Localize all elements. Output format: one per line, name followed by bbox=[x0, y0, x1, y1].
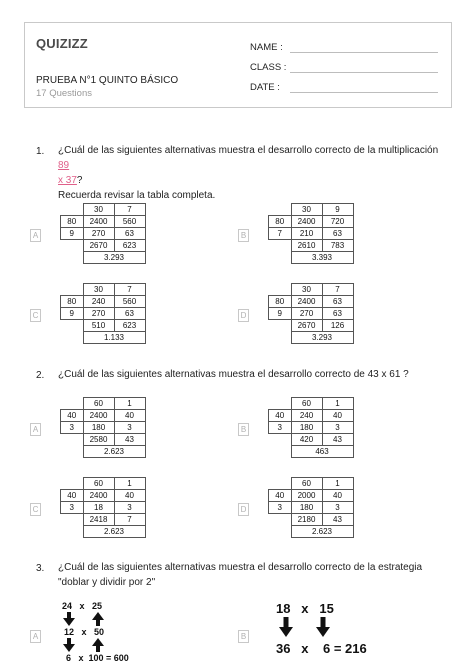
question-number: 3. bbox=[36, 563, 45, 574]
table-cell: 240 bbox=[291, 410, 322, 422]
option-b-table bbox=[268, 203, 354, 264]
option-c-table bbox=[60, 477, 146, 538]
table-cell: 30 bbox=[83, 204, 114, 216]
question-text bbox=[58, 143, 450, 203]
quizizz-logo: QUIZIZZ bbox=[36, 36, 88, 51]
table-cell: 63 bbox=[322, 308, 353, 320]
table-cell: 80 bbox=[269, 296, 292, 308]
option-a-box[interactable]: A bbox=[30, 423, 41, 436]
table-cell: 783 bbox=[322, 240, 353, 252]
question-number: 1. bbox=[36, 146, 45, 157]
highlight-link[interactable]: 89 bbox=[58, 160, 70, 171]
table-cell: 2400 bbox=[291, 296, 322, 308]
option-c-box[interactable]: C bbox=[30, 503, 41, 516]
option-d-table bbox=[268, 477, 354, 538]
option-b-table bbox=[268, 397, 354, 458]
table-cell: 270 bbox=[83, 308, 114, 320]
table-cell: 2418 bbox=[83, 514, 114, 526]
question-hint: Recuerda revisar la tabla completa. bbox=[58, 190, 216, 201]
down-arrow-icon bbox=[63, 638, 75, 652]
table-cell: 2180 bbox=[291, 514, 322, 526]
table-cell: 30 bbox=[83, 284, 114, 296]
table-cell: 80 bbox=[269, 216, 292, 228]
table-cell: 1 bbox=[322, 478, 353, 490]
table-cell: 9 bbox=[61, 308, 84, 320]
option-d-box[interactable]: D bbox=[238, 309, 249, 322]
table-cell: 1 bbox=[322, 398, 353, 410]
table-cell: 3 bbox=[322, 502, 353, 514]
table-cell: 7 bbox=[114, 284, 145, 296]
option-c-table bbox=[60, 283, 146, 344]
table-cell: 3 bbox=[61, 422, 84, 434]
table-cell: 1 bbox=[114, 398, 145, 410]
class-field[interactable] bbox=[290, 72, 438, 73]
table-cell: 63 bbox=[114, 228, 145, 240]
up-arrow-icon bbox=[92, 612, 104, 626]
table-cell: 40 bbox=[61, 410, 84, 422]
table-total: 463 bbox=[291, 446, 353, 458]
table-cell: 2400 bbox=[83, 490, 114, 502]
question-text bbox=[58, 560, 450, 590]
question-text-part: ¿Cuál de las siguientes alternativas muestra el desarrollo correcto de la estrategia bbox=[58, 562, 423, 573]
table-cell: 623 bbox=[114, 320, 145, 332]
table-cell: 2580 bbox=[83, 434, 114, 446]
class-label: CLASS : bbox=[250, 62, 287, 73]
option-d-box[interactable]: D bbox=[238, 503, 249, 516]
table-cell: 270 bbox=[291, 308, 322, 320]
table-cell: 210 bbox=[291, 228, 322, 240]
strategy-line: 36 x 6 = 216 bbox=[276, 641, 367, 656]
table-cell: 7 bbox=[322, 284, 353, 296]
table-cell: 30 bbox=[291, 204, 322, 216]
table-total: 3.293 bbox=[83, 252, 145, 264]
table-cell: 3 bbox=[114, 502, 145, 514]
table-cell: 240 bbox=[83, 296, 114, 308]
option-a-box[interactable]: A bbox=[30, 229, 41, 242]
table-cell: 9 bbox=[61, 228, 84, 240]
table-cell: 420 bbox=[291, 434, 322, 446]
table-cell: 2610 bbox=[291, 240, 322, 252]
date-label: DATE : bbox=[250, 82, 280, 93]
question-count: 17 Questions bbox=[36, 88, 92, 99]
table-cell: 18 bbox=[83, 502, 114, 514]
table-cell: 40 bbox=[114, 410, 145, 422]
name-field[interactable] bbox=[290, 52, 438, 53]
option-b-box[interactable]: B bbox=[238, 229, 249, 242]
table-cell: 7 bbox=[269, 228, 292, 240]
table-cell: 180 bbox=[83, 422, 114, 434]
strategy-line: 24 x 25 bbox=[62, 601, 103, 611]
table-cell: 3 bbox=[269, 502, 292, 514]
table-cell: 3 bbox=[322, 422, 353, 434]
name-label: NAME : bbox=[250, 42, 283, 53]
highlight-link[interactable]: x 37 bbox=[58, 175, 77, 186]
strategy-line: 18 x 15 bbox=[276, 601, 334, 616]
question-text: ¿Cuál de las siguientes alternativas muestra el desarrollo correcto de 43 x 61 ? bbox=[58, 369, 409, 380]
table-cell: 40 bbox=[61, 490, 84, 502]
table-cell: 180 bbox=[291, 422, 322, 434]
table-cell: 63 bbox=[114, 308, 145, 320]
table-cell: 560 bbox=[114, 216, 145, 228]
table-cell: 2400 bbox=[291, 216, 322, 228]
table-cell: 63 bbox=[322, 296, 353, 308]
question-text-part: ¿Cuál de las siguientes alternativas muestra el desarrollo correcto de la multiplicación bbox=[58, 145, 439, 156]
down-arrow-icon bbox=[316, 617, 330, 637]
table-cell: 7 bbox=[114, 514, 145, 526]
table-total: 2.623 bbox=[83, 446, 145, 458]
table-cell: 3 bbox=[269, 422, 292, 434]
table-cell: 43 bbox=[322, 434, 353, 446]
table-cell: 2670 bbox=[291, 320, 322, 332]
table-cell: 126 bbox=[322, 320, 353, 332]
table-total: 1.133 bbox=[83, 332, 145, 344]
option-a-box[interactable]: A bbox=[30, 630, 41, 643]
down-arrow-icon bbox=[279, 617, 293, 637]
table-cell: 60 bbox=[83, 398, 114, 410]
table-cell: 43 bbox=[114, 434, 145, 446]
table-cell: 2400 bbox=[83, 216, 114, 228]
up-arrow-icon bbox=[92, 638, 104, 652]
table-cell: 180 bbox=[291, 502, 322, 514]
table-cell: 9 bbox=[269, 308, 292, 320]
table-cell: 40 bbox=[114, 490, 145, 502]
table-cell: 720 bbox=[322, 216, 353, 228]
date-field[interactable] bbox=[290, 92, 438, 93]
table-total: 3.393 bbox=[291, 252, 353, 264]
down-arrow-icon bbox=[63, 612, 75, 626]
table-cell: 270 bbox=[83, 228, 114, 240]
strategy-line: 12 x 50 bbox=[64, 627, 105, 637]
option-d-table bbox=[268, 283, 354, 344]
worksheet-title: PRUEBA N°1 QUINTO BÁSICO bbox=[36, 75, 179, 86]
table-cell: 60 bbox=[83, 478, 114, 490]
table-cell: 3 bbox=[114, 422, 145, 434]
table-cell: 60 bbox=[291, 478, 322, 490]
table-cell: 510 bbox=[83, 320, 114, 332]
table-cell: 7 bbox=[114, 204, 145, 216]
question-number: 2. bbox=[36, 370, 45, 381]
question-text-part: ? bbox=[76, 175, 83, 186]
question-text-part: "doblar y dividir por 2" bbox=[58, 577, 156, 588]
table-cell: 1 bbox=[114, 478, 145, 490]
table-cell: 30 bbox=[291, 284, 322, 296]
table-cell: 9 bbox=[322, 204, 353, 216]
table-cell: 3 bbox=[61, 502, 84, 514]
table-cell: 80 bbox=[61, 296, 84, 308]
option-c-box[interactable]: C bbox=[30, 309, 41, 322]
table-cell: 63 bbox=[322, 228, 353, 240]
table-cell: 2000 bbox=[291, 490, 322, 502]
table-cell: 560 bbox=[114, 296, 145, 308]
table-cell: 43 bbox=[322, 514, 353, 526]
table-cell: 60 bbox=[291, 398, 322, 410]
table-cell: 40 bbox=[269, 410, 292, 422]
table-cell: 40 bbox=[322, 410, 353, 422]
table-total: 2.623 bbox=[291, 526, 353, 538]
option-b-box[interactable]: B bbox=[238, 630, 249, 643]
option-a-table bbox=[60, 397, 146, 458]
table-cell: 80 bbox=[61, 216, 84, 228]
table-cell: 2400 bbox=[83, 410, 114, 422]
table-total: 3.293 bbox=[291, 332, 353, 344]
table-cell: 2670 bbox=[83, 240, 114, 252]
table-total: 2.623 bbox=[83, 526, 145, 538]
table-cell: 623 bbox=[114, 240, 145, 252]
strategy-line: 6 x 100 = 600 bbox=[66, 653, 129, 663]
option-b-box[interactable]: B bbox=[238, 423, 249, 436]
table-cell: 40 bbox=[269, 490, 292, 502]
table-cell: 40 bbox=[322, 490, 353, 502]
option-a-table bbox=[60, 203, 146, 264]
